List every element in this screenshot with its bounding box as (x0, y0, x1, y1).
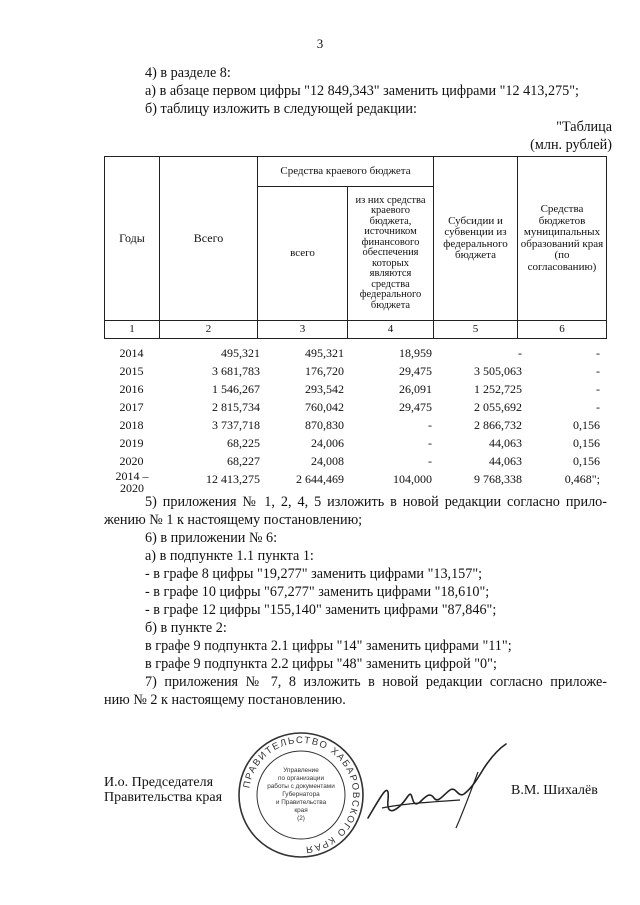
cell-municipal: - (596, 346, 600, 360)
cell-regional: 176,720 (305, 364, 344, 378)
col-num-6: 6 (518, 321, 607, 339)
cell-year: 2018 (119, 418, 144, 432)
cell-total: 68,225 (227, 436, 260, 450)
cell-subsidies: 9 768,338 (474, 472, 522, 486)
intro-p3: б) таблицу изложить в следующей редакции: (145, 101, 417, 117)
cell-regional: 495,321 (305, 346, 344, 360)
signatory-title-line2: Правительства края (104, 790, 223, 805)
cell-regional: 870,830 (305, 418, 344, 432)
header-total: Всего (160, 157, 258, 321)
budget-table-body (104, 344, 606, 496)
cell-regional: 24,006 (311, 436, 344, 450)
cell-total: 2 815,734 (212, 400, 260, 414)
intro-p2: а) в абзаце первом цифры "12 849,343" заменить цифрами "12 413,275"; (145, 83, 579, 99)
cell-subsidies: 44,063 (489, 436, 522, 450)
table-row (104, 380, 606, 398)
cell-subsidies: 3 505,063 (474, 364, 522, 378)
cell-municipal: - (596, 400, 600, 414)
cell-regional-federal: 29,475 (399, 400, 432, 414)
col-num-3: 3 (258, 321, 348, 339)
stamp-center-line: края (294, 807, 308, 814)
para-6a: а) в подпункте 1.1 пункта 1: (145, 548, 314, 564)
cell-year: 2017 (119, 400, 144, 414)
cell-subsidies: - (518, 346, 522, 360)
cell-regional: 760,042 (305, 400, 344, 414)
cell-municipal: - (596, 364, 600, 378)
cell-regional-federal: - (428, 454, 432, 468)
cell-total: 1 546,267 (212, 382, 260, 396)
cell-regional: 24,008 (311, 454, 344, 468)
header-federal-subsidies: Субсидии и субвенции из федерального бюджета (434, 157, 518, 321)
cell-regional-federal: 26,091 (399, 382, 432, 396)
header-years: Годы (105, 157, 160, 321)
cell-year: 2020 (119, 454, 144, 468)
cell-regional-federal: 29,475 (399, 364, 432, 378)
header-regional-budget: Средства краевого бюджета (258, 157, 434, 187)
col-num-4: 4 (348, 321, 434, 339)
cell-municipal: 0,156 (573, 436, 600, 450)
para-6b-1: в графе 9 подпункта 2.1 цифры "14" заменить цифрами "11"; (145, 638, 512, 654)
para-7-line2: нию № 2 к настоящему постановлению. (104, 692, 346, 708)
table-caption: "Таблица (556, 119, 612, 135)
cell-municipal: 0,156 (573, 454, 600, 468)
table-row (104, 344, 606, 362)
budget-table-header (104, 156, 607, 339)
cell-total: 495,321 (221, 346, 260, 360)
page-number: 3 (316, 36, 324, 51)
cell-year: 2016 (119, 382, 144, 396)
cell-municipal: 0,468"; (564, 472, 600, 486)
cell-regional-federal: 104,000 (393, 472, 432, 486)
table-units: (млн. рублей) (530, 137, 612, 153)
stamp-center-line: Губернатора (282, 791, 320, 798)
official-stamp (236, 730, 366, 860)
para-6a-2: - в графе 10 цифры "67,277" заменить цифрами "18,610"; (145, 584, 490, 600)
cell-subsidies: 1 252,725 (474, 382, 522, 396)
col-num-1: 1 (105, 321, 160, 339)
cell-regional-federal: - (428, 418, 432, 432)
para-6a-1: - в графе 8 цифры "19,277" заменить цифрами "13,157"; (145, 566, 483, 582)
cell-regional: 2 644,469 (296, 472, 344, 486)
cell-regional-federal: 18,959 (399, 346, 432, 360)
stamp-ring-text: ПРАВИТЕЛЬСТВО ХАБАРОВСКОГО КРАЯ (241, 734, 362, 855)
stamp-center-line: и Правительства (275, 799, 327, 806)
para-6b-2: в графе 9 подпункта 2.2 цифры "48" заменить цифрой "0"; (145, 656, 497, 672)
cell-municipal: 0,156 (573, 418, 600, 432)
cell-regional: 293,542 (305, 382, 344, 396)
intro-p1: 4) в разделе 8: (145, 65, 231, 81)
cell-year: 2014 – 2020 (115, 469, 149, 495)
cell-total: 3 737,718 (212, 418, 260, 432)
cell-subsidies: 44,063 (489, 454, 522, 468)
cell-subsidies: 2 055,692 (474, 400, 522, 414)
cell-year: 2014 (119, 346, 144, 360)
stamp-center-line: по организации (277, 775, 325, 782)
para-5-line2: жению № 1 к настоящему постановлению; (104, 512, 363, 528)
cell-total: 12 413,275 (206, 472, 260, 486)
cell-total: 3 681,783 (212, 364, 260, 378)
table-row (104, 434, 606, 452)
signatory-title (104, 775, 222, 805)
stamp-center-line: Управление (283, 767, 319, 774)
stamp-center-line: (2) (297, 815, 305, 822)
cell-subsidies: 2 866,732 (474, 418, 522, 432)
header-municipal-budget: Средства бюджетов муниципальных образований края (по согласованию) (518, 157, 607, 321)
para-6a-3: - в графе 12 цифры "155,140" заменить цифрами "87,846"; (145, 602, 497, 618)
col-num-5: 5 (434, 321, 518, 339)
signatory-title-line1: И.о. Председателя (104, 775, 214, 790)
cell-year: 2019 (119, 436, 144, 450)
handwritten-signature (360, 738, 510, 833)
table-row (104, 416, 606, 434)
cell-year: 2015 (119, 364, 144, 378)
para-7-line1: 7) приложения № 7, 8 изложить в новой редакции согласно приложе- (145, 674, 607, 690)
para-6: 6) в приложении № 6: (145, 530, 278, 546)
table-row (104, 398, 606, 416)
para-5-line1: 5) приложения № 1, 2, 4, 5 изложить в новой редакции согласно прило- (145, 494, 607, 510)
table-row (104, 452, 606, 470)
signatory-name: В.М. Шихалёв (511, 783, 598, 798)
cell-total: 68,227 (227, 454, 260, 468)
cell-regional-federal: - (428, 436, 432, 450)
header-regional-all: всего (258, 187, 348, 321)
header-regional-federal-source: из них средства краевого бюджета, источником финансового обеспечения которых являются средства федерального бюджета (348, 187, 434, 321)
stamp-center-line: работы с документами (267, 783, 335, 790)
para-6b: б) в пункте 2: (145, 620, 227, 636)
cell-municipal: - (596, 382, 600, 396)
table-row (104, 362, 606, 380)
col-num-2: 2 (160, 321, 258, 339)
